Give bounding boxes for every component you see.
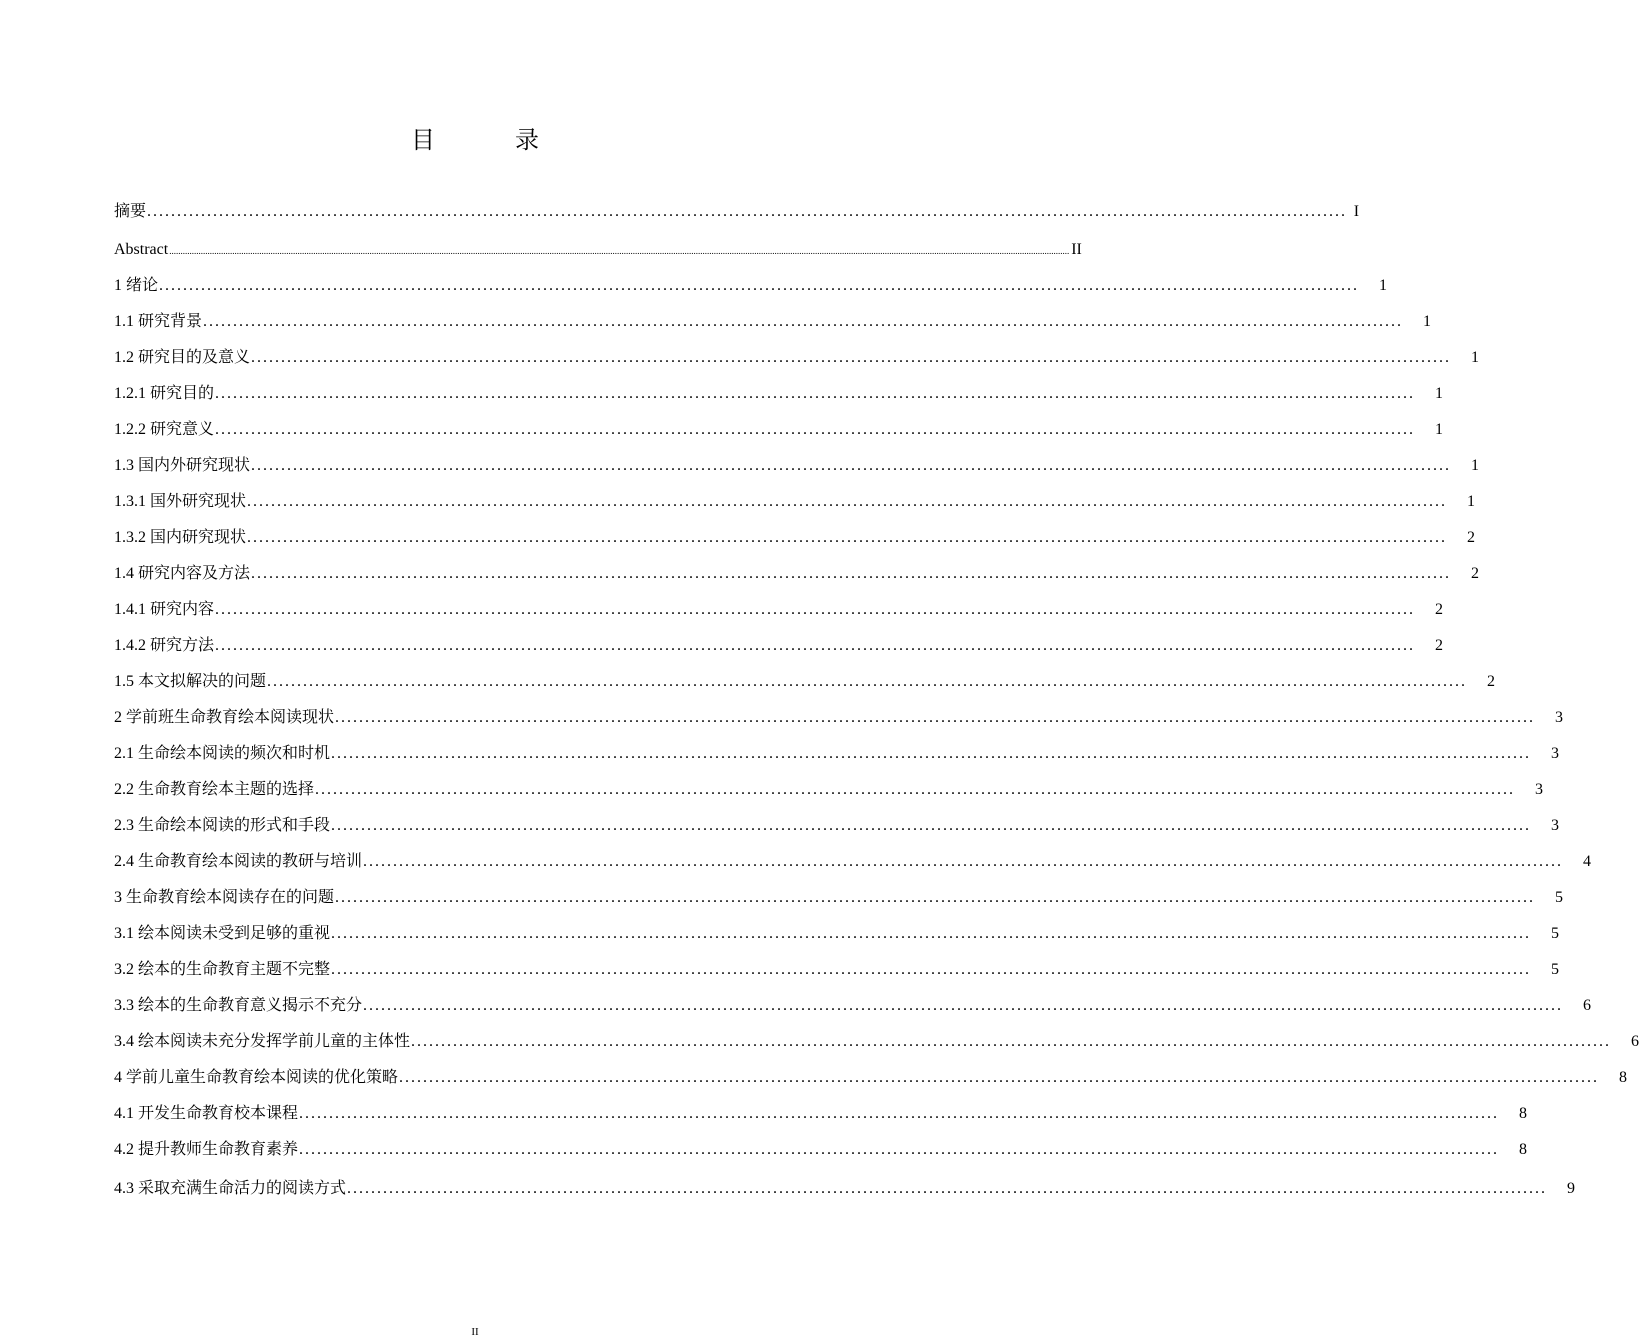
toc-leader-dots: ........................................................................................................................................................................................................ [399,1069,1600,1086]
toc-entry[interactable] [114,778,1544,802]
toc-entry-label: 3.2 绘本的生命教育主题不完整 [114,961,331,978]
toc-leader-dots: ........................................................................................................................................................................................................ [215,601,1416,618]
toc-entry-page: 2 [1467,529,1476,546]
toc-leader-dots: ........................................................................................................................................................................................................ [363,997,1564,1014]
toc-leader-dots: ........................................................................................................................................................................................................ [215,385,1416,402]
toc-entry[interactable] [114,310,1432,334]
toc-entry-page: 1 [1435,421,1444,438]
toc-leader-dots: ........................................................................................................................................................................................................ [215,421,1416,438]
toc-entry-page: 6 [1631,1033,1639,1050]
toc-entry-label: 3.4 绘本阅读未充分发挥学前儿童的主体性 [114,1033,411,1050]
toc-entry[interactable] [114,994,1592,1018]
toc-entry-page: 1 [1423,313,1432,330]
toc-entry-page: 1 [1379,277,1388,294]
toc-entry[interactable] [114,526,1476,550]
toc-entry-label: 1.3.1 国外研究现状 [114,493,247,510]
toc-entry[interactable] [114,238,1082,262]
toc-entry[interactable] [114,274,1388,298]
toc-entry-label: 2 学前班生命教育绘本阅读现状 [114,709,335,726]
toc-entry-page: 8 [1619,1069,1628,1086]
toc-entry[interactable] [114,886,1564,910]
toc-leader-dots: ................................................................................................................................................................................................................................................................................................................................................................................................................ [169,246,1070,256]
toc-entry-page: 2 [1487,673,1496,690]
toc-entry[interactable] [114,670,1496,694]
toc-entry[interactable] [114,346,1480,370]
toc-entry-page: 1 [1435,385,1444,402]
toc-entry-label: 1 绪论 [114,277,159,294]
toc-entry-page: 3 [1551,745,1560,762]
toc-entry-label: 1.2 研究目的及意义 [114,349,251,366]
toc-entry-label: 1.5 本文拟解决的问题 [114,673,267,690]
toc-entry-label: 3.1 绘本阅读未受到足够的重视 [114,925,331,942]
toc-leader-dots: ........................................................................................................................................................................................................ [299,1141,1500,1158]
toc-entry-label: 1.1 研究背景 [114,313,203,330]
toc-entry-label: 2.4 生命教育绘本阅读的教研与培训 [114,853,363,870]
toc-entry[interactable] [114,1030,1639,1054]
toc-entry-label: 1.3.2 国内研究现状 [114,529,247,546]
toc-entry-page: 1 [1471,457,1480,474]
toc-entry-label: 1.3 国内外研究现状 [114,457,251,474]
toc-leader-dots: ........................................................................................................................................................................................................ [251,457,1452,474]
toc-entry-page: 9 [1567,1180,1576,1197]
toc-entry-label: 1.4.1 研究内容 [114,601,215,618]
toc-leader-dots: ........................................................................................................................................................................................................ [215,637,1416,654]
toc-entry-page: 5 [1551,961,1560,978]
toc-leader-dots: ........................................................................................................................................................................................................ [347,1180,1548,1197]
toc-entry[interactable] [114,850,1592,874]
toc-entry-page: 3 [1555,709,1564,726]
toc-entry-page: 3 [1551,817,1560,834]
toc-entry-label: 1.4 研究内容及方法 [114,565,251,582]
toc-entry-label: 4.2 提升教师生命教育素养 [114,1141,299,1158]
toc-entry-label: 2.3 生命绘本阅读的形式和手段 [114,817,331,834]
toc-entry-page: 3 [1535,781,1544,798]
toc-entry[interactable] [114,706,1564,730]
toc-entry[interactable] [114,418,1444,442]
toc-entry-page: I [1353,203,1360,220]
toc-entry[interactable] [114,958,1560,982]
toc-entry[interactable] [114,598,1444,622]
toc-entry-page: 8 [1519,1105,1528,1122]
toc-leader-dots: ........................................................................................................................................................................................................ [331,745,1532,762]
toc-entry-page: 2 [1435,601,1444,618]
toc-entry-label: 4 学前儿童生命教育绘本阅读的优化策略 [114,1069,399,1086]
toc-leader-dots: ........................................................................................................................................................................................................ [299,1105,1500,1122]
toc-entry-label: 1.2.2 研究意义 [114,421,215,438]
toc-title: 目 录 [411,126,567,154]
toc-entry[interactable] [114,1177,1576,1201]
toc-entry-label: 3 生命教育绘本阅读存在的问题 [114,889,335,906]
toc-entry-label: 摘要 [114,203,147,220]
toc-entry[interactable] [114,922,1560,946]
toc-entry-page: 2 [1471,565,1480,582]
toc-entry[interactable] [114,814,1560,838]
toc-entry-label: 4.3 采取充满生命活力的阅读方式 [114,1180,347,1197]
toc-entry[interactable] [114,742,1560,766]
toc-entry[interactable] [114,490,1476,514]
toc-entry[interactable] [114,382,1444,406]
toc-entry-page: 2 [1435,637,1444,654]
toc-leader-dots: ........................................................................................................................................................................................................ [147,203,1348,220]
toc-entry-label: 4.1 开发生命教育校本课程 [114,1105,299,1122]
toc-entry[interactable] [114,1102,1528,1126]
toc-leader-dots: ........................................................................................................................................................................................................ [247,529,1448,546]
toc-leader-dots: ........................................................................................................................................................................................................ [251,565,1452,582]
toc-entry-label: 2.2 生命教育绘本主题的选择 [114,781,315,798]
toc-leader-dots: ........................................................................................................................................................................................................ [203,313,1404,330]
toc-leader-dots: ........................................................................................................................................................................................................ [411,1033,1612,1050]
toc-entry-page: 4 [1583,853,1592,870]
toc-leader-dots: ........................................................................................................................................................................................................ [315,781,1516,798]
toc-leader-dots: ........................................................................................................................................................................................................ [247,493,1448,510]
toc-entry-page: 1 [1467,493,1476,510]
toc-entry-page: 8 [1519,1141,1528,1158]
toc-leader-dots: ........................................................................................................................................................................................................ [363,853,1564,870]
toc-leader-dots: ........................................................................................................................................................................................................ [335,709,1536,726]
toc-entry-page: II [1071,241,1082,258]
toc-entry-page: 5 [1551,925,1560,942]
toc-leader-dots: ........................................................................................................................................................................................................ [331,817,1532,834]
toc-entry[interactable] [114,1138,1528,1162]
toc-entry[interactable] [114,562,1480,586]
toc-entry-label: 3.3 绘本的生命教育意义揭示不充分 [114,997,363,1014]
toc-leader-dots: ........................................................................................................................................................................................................ [251,349,1452,366]
toc-entry-label: Abstract [114,241,169,258]
footer-page-number: II [471,1326,479,1338]
toc-entry[interactable] [114,454,1480,478]
toc-entry-label: 1.4.2 研究方法 [114,637,215,654]
toc-entry-label: 2.1 生命绘本阅读的频次和时机 [114,745,331,762]
toc-entry-page: 5 [1555,889,1564,906]
toc-entry-page: 6 [1583,997,1592,1014]
toc-entry[interactable] [114,634,1444,658]
toc-leader-dots: ........................................................................................................................................................................................................ [331,925,1532,942]
toc-leader-dots: ........................................................................................................................................................................................................ [159,277,1360,294]
toc-entry-label: 1.2.1 研究目的 [114,385,215,402]
toc-leader-dots: ........................................................................................................................................................................................................ [267,673,1468,690]
toc-leader-dots: ........................................................................................................................................................................................................ [335,889,1536,906]
toc-entry-page: 1 [1471,349,1480,366]
toc-leader-dots: ........................................................................................................................................................................................................ [331,961,1532,978]
toc-entry[interactable] [114,1066,1628,1090]
toc-entry[interactable] [114,200,1360,224]
